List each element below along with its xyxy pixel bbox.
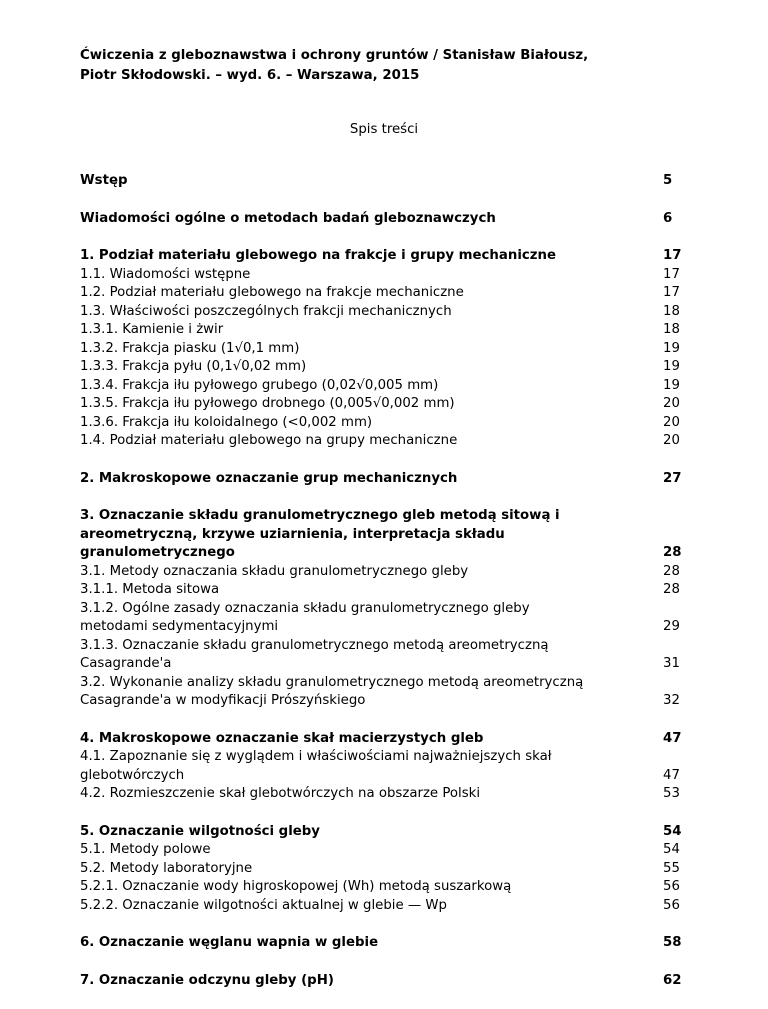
toc-page-number: 29 <box>663 619 680 634</box>
toc-subentry[interactable] <box>80 600 685 637</box>
toc-subentry[interactable] <box>80 284 685 303</box>
toc-subentry[interactable] <box>80 878 685 897</box>
toc-page-number: 28 <box>663 582 680 597</box>
toc-title: Spis treści <box>349 122 419 137</box>
toc-subentry[interactable] <box>80 266 685 285</box>
toc-page-number: 28 <box>663 563 680 579</box>
toc-entry-title: 5.2. Metody laboratoryjne <box>80 860 253 876</box>
toc-entry-title: 3.1.3. Oznaczanie składu granulometrycznego metodą areometryczną Casagrande'a <box>80 637 549 671</box>
toc-page-number: 53 <box>663 786 680 801</box>
toc-entry-title: 5.1. Metody polowe <box>80 842 211 857</box>
toc-subentry[interactable] <box>80 303 685 322</box>
toc-subentry[interactable] <box>80 581 685 600</box>
bibliographic-header <box>80 46 680 86</box>
toc-page-number: 62 <box>663 972 682 988</box>
toc-section <box>80 823 685 916</box>
toc-entry-title: 5. Oznaczanie wilgotności gleby <box>80 823 320 839</box>
header-line-1: Ćwiczenia z gleboznawstwa i ochrony gruntów / Stanisław Białousz, <box>80 48 589 63</box>
toc-section <box>80 730 685 804</box>
toc-page-number: 55 <box>663 860 680 876</box>
toc-entry-title: 1.4. Podział materiału glebowego na grupy mechaniczne <box>80 433 458 448</box>
toc-subentry[interactable] <box>80 563 685 582</box>
table-of-contents <box>80 172 685 1009</box>
toc-entry-title: 1.1. Wiadomości wstępne <box>80 266 251 282</box>
toc-page-number: 17 <box>663 266 680 282</box>
toc-entry-title: 3.1.2. Ogólne zasady oznaczania składu granulometrycznego gleby metodami sedymentacyjnymi <box>80 600 530 634</box>
toc-chapter-entry[interactable] <box>80 934 685 953</box>
toc-chapter-entry[interactable] <box>80 730 685 749</box>
toc-entry-title: 1.3.5. Frakcja iłu pyłowego drobnego (0,005√0,002 mm) <box>80 396 455 411</box>
toc-entry-title: 1.3.2. Frakcja piasku (1√0,1 mm) <box>80 340 300 356</box>
toc-page-number: 27 <box>663 470 682 486</box>
toc-subentry[interactable] <box>80 340 685 359</box>
toc-entry-title: 4.1. Zapoznanie się z wyglądem i właściwościami najważniejszych skał glebotwórczych <box>80 749 552 783</box>
toc-page-number: 58 <box>663 935 682 950</box>
toc-entry-title: 1.2. Podział materiału glebowego na frakcje mechaniczne <box>80 285 464 300</box>
toc-subentry[interactable] <box>80 860 685 879</box>
toc-section <box>80 172 685 191</box>
toc-page-number: 31 <box>663 656 680 671</box>
toc-entry-title: 1.3.6. Frakcja iłu koloidalnego (<0,002 mm) <box>80 414 373 430</box>
toc-subentry[interactable] <box>80 637 685 674</box>
toc-page-number: 32 <box>663 693 680 708</box>
toc-subentry[interactable] <box>80 674 685 711</box>
toc-entry-title: 1.3.4. Frakcja iłu pyłowego grubego (0,02√0,005 mm) <box>80 377 439 393</box>
toc-entry-title: 3.2. Wykonanie analizy składu granulometrycznego metodą areometryczną Casagrande'a w modyfikacji Prószyńskiego <box>80 674 584 708</box>
toc-subentry[interactable] <box>80 785 685 804</box>
toc-page-number: 17 <box>663 248 682 263</box>
toc-page-number: 6 <box>663 210 673 226</box>
toc-page-number: 20 <box>663 396 680 411</box>
toc-page-number: 56 <box>663 879 680 894</box>
header-line-2: Piotr Skłodowski. – wyd. 6. – Warszawa, 2015 <box>80 68 420 83</box>
toc-subentry[interactable] <box>80 841 685 860</box>
toc-subentry[interactable] <box>80 377 685 396</box>
toc-page-number: 17 <box>663 285 680 300</box>
toc-entry-title: 1. Podział materiału glebowego na frakcje i grupy mechaniczne <box>80 248 556 263</box>
toc-page-number: 47 <box>663 730 682 746</box>
toc-section <box>80 972 685 991</box>
toc-entry-title: 4. Makroskopowe oznaczanie skał macierzystych gleb <box>80 730 484 746</box>
toc-entry-title: 2. Makroskopowe oznaczanie grup mechanicznych <box>80 470 458 486</box>
toc-entry-title: 7. Oznaczanie odczynu gleby (pH) <box>80 972 334 988</box>
toc-chapter-entry[interactable] <box>80 972 685 991</box>
toc-page-number: 54 <box>663 842 680 857</box>
toc-section <box>80 507 685 711</box>
toc-subentry[interactable] <box>80 414 685 433</box>
toc-entry-title: 5.2.1. Oznaczanie wody higroskopowej (Wh) metodą suszarkową <box>80 879 512 894</box>
toc-entry-title: 6. Oznaczanie węglanu wapnia w glebie <box>80 935 379 950</box>
toc-page-number: 47 <box>663 767 680 783</box>
toc-section <box>80 470 685 489</box>
toc-page-number: 19 <box>663 359 680 374</box>
toc-section <box>80 210 685 229</box>
toc-page-number: 18 <box>663 322 680 337</box>
toc-entry-title: 1.3. Właściwości poszczególnych frakcji mechanicznych <box>80 303 452 319</box>
toc-subentry[interactable] <box>80 321 685 340</box>
toc-page-number: 56 <box>663 897 680 913</box>
toc-subentry[interactable] <box>80 432 685 451</box>
toc-page-number: 54 <box>663 823 682 839</box>
toc-section <box>80 934 685 953</box>
toc-section <box>80 247 685 451</box>
toc-chapter-entry[interactable] <box>80 470 685 489</box>
toc-page-number: 28 <box>663 545 682 560</box>
toc-subentry[interactable] <box>80 358 685 377</box>
toc-entry-title: 1.3.3. Frakcja pyłu (0,1√0,02 mm) <box>80 359 307 374</box>
toc-subentry[interactable] <box>80 395 685 414</box>
toc-entry-title: 4.2. Rozmieszczenie skał glebotwórczych na obszarze Polski <box>80 786 481 801</box>
toc-chapter-entry[interactable] <box>80 172 685 191</box>
toc-entry-title: 3. Oznaczanie składu granulometrycznego gleb metodą sitową i areometryczną, krzywe uziarnienia, interpretacja składu granulometrycznego <box>80 508 560 560</box>
toc-entry-title: 3.1. Metody oznaczania składu granulometrycznego gleby <box>80 563 469 579</box>
toc-page-number: 5 <box>663 173 673 188</box>
toc-chapter-entry[interactable] <box>80 210 685 229</box>
toc-entry-title: 3.1.1. Metoda sitowa <box>80 582 220 597</box>
toc-page-number: 18 <box>663 303 680 319</box>
toc-entry-title: 5.2.2. Oznaczanie wilgotności aktualnej w glebie — Wp <box>80 897 447 913</box>
toc-entry-title: Wiadomości ogólne o metodach badań gleboznawczych <box>80 210 496 226</box>
toc-chapter-entry[interactable] <box>80 247 685 266</box>
toc-page-number: 20 <box>663 433 680 448</box>
toc-page-number: 19 <box>663 377 680 393</box>
toc-entry-title: Wstęp <box>80 173 128 188</box>
toc-page-number: 19 <box>663 340 680 356</box>
toc-chapter-entry[interactable] <box>80 507 685 563</box>
toc-entry-title: 1.3.1. Kamienie i żwir <box>80 322 224 337</box>
toc-chapter-entry[interactable] <box>80 823 685 842</box>
toc-page-number: 20 <box>663 414 680 430</box>
toc-subentry[interactable] <box>80 748 685 785</box>
toc-subentry[interactable] <box>80 897 685 916</box>
